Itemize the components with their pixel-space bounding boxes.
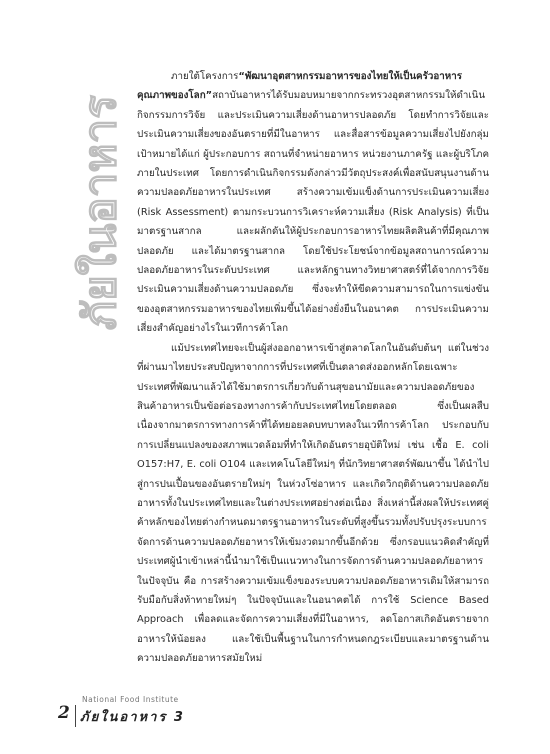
page-footer [58, 695, 318, 735]
page-number: 2 [58, 703, 70, 723]
paragraph-2-text: แม้ประเทศไทยจะเป็นผู้ส่งออกอาหารเข้าสู่ตลาดโลกในอันดับต้นๆ แต่ในช่วงที่ผ่านมาไทยประสบปัญหาจากการที่ประเทศที่เป็นตลาดส่งออกหลักโดยเฉพาะประเทศที่พัฒนาแล้วได้ใช้มาตรการเกี่ยวกับด้านสุขอนามัยและความปลอดภัยของสินค้าอาหารเป็นข้อต่อรองทางการค้ากับประเทศไทยโดยตลอด ซึ่งเป็นผลสืบเนื่องจากมาตรการทางการค้าที่ได้ทยอยลดบทบาทลงในเวทีการค้าโลก ประกอบกับการเปลี่ยนแปลงของสภาพแวดล้อมที่ทำให้เกิดอันตรายอุบัติใหม่ เช่น เชื้อ E. coli O157:H7, E. coli O104 และเทคโนโลยีใหม่ๆ ที่นักวิทยาศาสตร์พัฒนาขึ้น ได้นำไปสู่การปนเปื้อนของอันตรายใหม่ๆ ในห่วงโซ่อาหาร และเกิดวิกฤติด้านความปลอดภัยอาหารทั้งในประเทศไทยและในต่างประเทศอย่างต่อเนื่อง สิ่งเหล่านี้ส่งผลให้ประเทศคู่ค้าหลักของไทยต่างกำหนดมาตรฐานอาหารในระดับที่สูงขึ้นรวมทั้งปรับปรุงระบบการจัดการด้านความปลอดภัยอาหารให้เข้มงวดมากขึ้นอีกด้วย ซึ่งกรอบแนวคิดสำคัญที่ประเทศผู้นำเข้าเหล่านี้นำมาใช้เป็นแนวทางในการจัดการด้านความปลอดภัยอาหารในปัจจุบัน คือ การสร้างความเข้มแข็งของระบบความปลอดภัยอาหารเดิมให้สามารถรับมือกับสิ่งท้าทายใหม่ๆ ในปัจจุบันและในอนาคตได้ การใช้ Science Based Approach เพื่อลดและจัดการความเสี่ยงที่มีในอาหาร, ลดโอกาสเกิดอันตรายจากอาหารให้น้อยลง และใช้เป็นพื้นฐานในการกำหนดกฎระเบียบและมาตรฐานด้านความปลอดภัยอาหารสมัยใหม่ [137, 342, 489, 665]
footer-org: National Food Institute [82, 695, 179, 704]
paragraph-1-lead: ภายใต้โครงการ [171, 71, 239, 82]
article-body [137, 67, 489, 669]
paragraph-1-rest: สถาบันอาหารได้รับมอบหมายจากกระทรวงอุตสาหกรรมให้ดำเนินกิจกรรมการวิจัย และประเมินความเสี่ยงด้านอาหารปลอดภัย โดยทำการวิจัยและประเมินความเสี่ยงของอันตรายที่มีในอาหาร และสื่อสารข้อมูลความเสี่ยงไปยังกลุ่มเป้าหมายได้แก่ ผู้ประกอบการ สถานที่จำหน่ายอาหาร หน่วยงานภาครัฐ และผู้บริโภคภายในประเทศ โดยการดำเนินกิจกรรมดังกล่าวมีวัตถุประสงค์เพื่อสนับสนุนงานด้านความปลอดภัยอาหารในประเทศ สร้างความเข้มแข็งด้านการประเมินความเสี่ยง (Risk Assessment) ตามกระบวนการวิเคราะห์ความเสี่ยง (Risk Analysis) ที่เป็นมาตรฐานสากล และผลักดันให้ผู้ประกอบการอาหารไทยผลิตสินค้าที่มีคุณภาพ ปลอดภัย และได้มาตรฐานสากล โดยใช้ประโยชน์จากข้อมูลสถานการณ์ความปลอดภัยอาหารในระดับประเทศ และหลักฐานทางวิทยาศาสตร์ที่ได้จากการวิจัยประเมินความเสี่ยงด้านความปลอดภัย ซึ่งจะทำให้ขีดความสามารถในการแข่งขันของอุตสาหกรรมอาหารของไทยเพิ่มขึ้นได้อย่างยั่งยืนในอนาคต การประเมินความเสี่ยงสำคัญอย่างไรในเวทีการค้าโลก [137, 90, 489, 335]
footer-title: ภัยในอาหาร 3 [80, 710, 185, 725]
footer-divider [75, 705, 76, 727]
side-watermark-text: ภัยในอาหาร [75, 95, 126, 330]
paragraph-1 [137, 67, 489, 339]
project-name: “พัฒนาอุตสาหกรรมอาหารของไทยให้เป็นครัวอาหารคุณภาพของโลก” [137, 71, 462, 102]
paragraph-2 [137, 339, 489, 669]
